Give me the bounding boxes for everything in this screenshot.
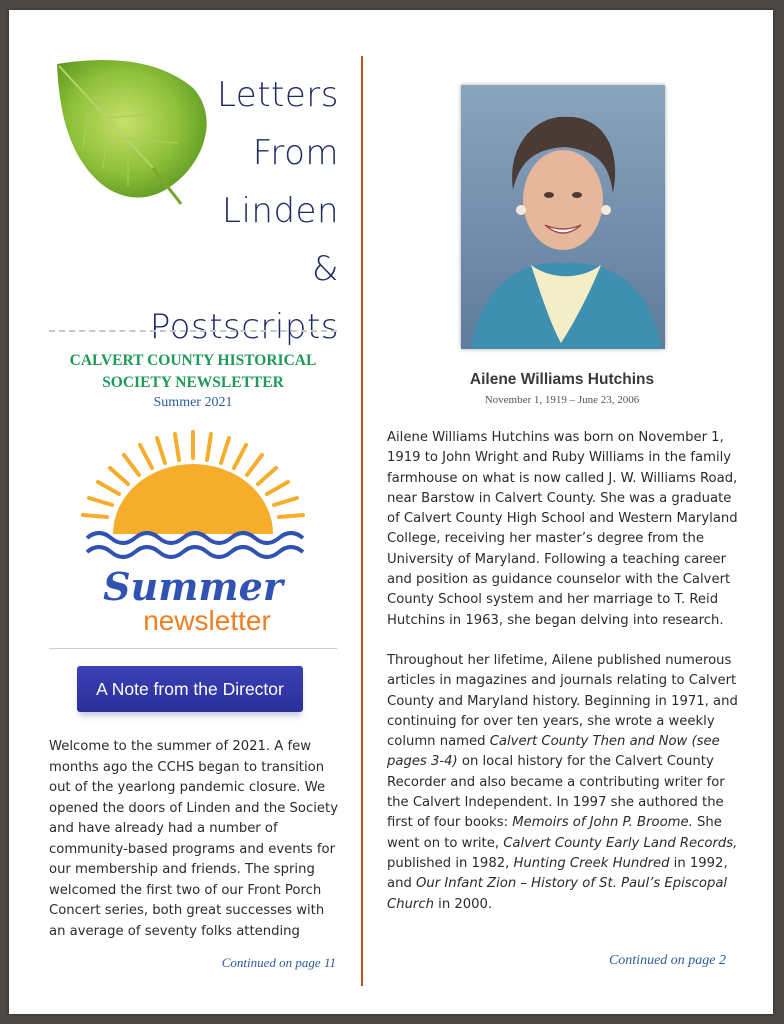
summer-sun-graphic (67, 430, 319, 640)
article-title-ref: Memoirs of John P. Broome. (512, 815, 693, 831)
continued-link-right[interactable]: Continued on page 2 (608, 953, 726, 968)
masthead-line: From (252, 133, 339, 173)
article-text: on local history for the Calvert County Recorder and also became a contributing writer for the Calvert Independent. In 1997 she authored the first of four books: (387, 754, 725, 831)
article-title-ref: Hunting Creek Hundred (513, 855, 670, 871)
column-divider (361, 56, 363, 986)
article-text: published in 1982, (387, 855, 514, 871)
article-text: in 2000. (433, 896, 493, 912)
director-note-button[interactable]: A Note from the Director (77, 666, 303, 712)
newsletter-page (9, 10, 773, 1014)
continued-link-left[interactable]: Continued on page 11 (221, 955, 336, 970)
society-name-line1: CALVERT COUNTY HISTORICAL (69, 352, 317, 369)
article-title-ref: Calvert County Then and Now (see pages 3-4) (387, 734, 720, 770)
article-paragraph (387, 651, 743, 915)
masthead-line: Linden (222, 191, 339, 231)
issue-season: Summer 2021 (153, 395, 233, 410)
article-title-ref: Calvert County Early Land Records, (503, 835, 738, 851)
section-divider (49, 648, 337, 649)
masthead-line: Letters (216, 75, 339, 115)
society-name-line2: SOCIETY NEWSLETTER (102, 374, 284, 391)
feature-article (387, 428, 743, 935)
masthead-title (139, 66, 339, 356)
article-paragraph: Ailene Williams Hutchins was born on November 1, 1919 to John Wright and Ruby Williams in the family farmhouse on what is now called J. W. Williams Road, near Barstow in Calvert County. She was a graduate of Calvert County High School and Western Maryland College, receiving her master’s degree from the University of Maryland. Following a teaching career and position as guidance counselor with the Calvert County School system and her marriage to T. Reid Hutchins in 1963, she began delving into research. (387, 430, 738, 628)
portrait-photo (461, 85, 665, 349)
masthead-line: & Postscripts (149, 249, 339, 347)
society-name (49, 350, 337, 394)
article-text: She went on to write, (387, 815, 722, 851)
summer-word: Summer (103, 564, 283, 609)
dashed-divider (49, 330, 337, 332)
portrait-caption-dates: November 1, 1919 – June 23, 2006 (484, 394, 640, 406)
article-text: Throughout her lifetime, Ailene published numerous articles in magazines and journals relating to Calvert County and Maryland history. Beginning in 1971, and continuing for over ten years, she wrote a weekly column named (387, 652, 738, 750)
portrait-image (461, 85, 665, 349)
article-text: in 1992, and (387, 855, 728, 892)
article-title-ref: Our Infant Zion – History of St. Paul’s Episcopal Church (387, 876, 728, 912)
newsletter-word: newsletter (143, 605, 271, 636)
director-note-text: Welcome to the summer of 2021. A few months ago the CCHS began to transition out of the yearlong pandemic closure. We opened the doors of Linden and the Society and have already had a number of community-based programs and events for our membership and friends. The spring welcomed the first two of our Front Porch Concert series, both great successes with an average of seventy folks attending (49, 739, 338, 939)
portrait-caption-name: Ailene Williams Hutchins (469, 371, 655, 388)
